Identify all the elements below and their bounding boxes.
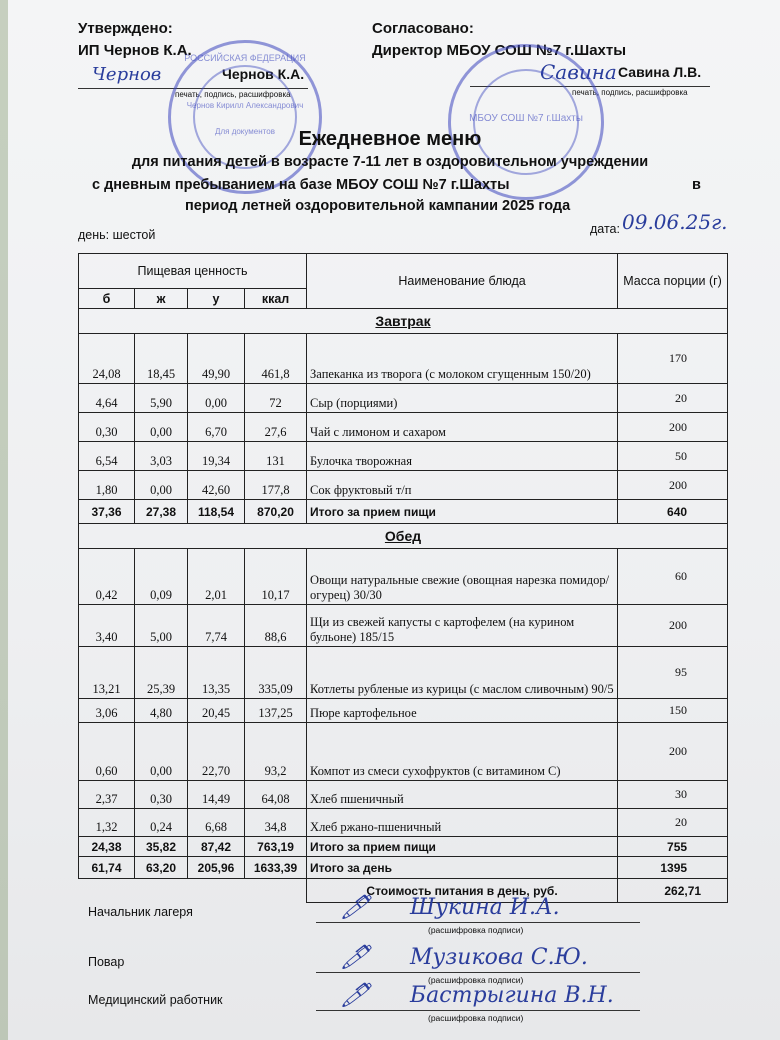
table-row: [79, 605, 728, 647]
cost-row: [79, 879, 728, 903]
handwritten-signature: 🖊︎: [340, 981, 371, 1009]
title-line-1: для питания детей в возрасте 7-11 лет в оздоровительном учреждении: [131, 154, 649, 170]
approved-caption: печать, подпись, расшифровка: [175, 90, 291, 99]
cell-protein: 24,08: [79, 334, 135, 384]
cell-protein: 6,54: [79, 442, 135, 471]
cell-mass: 50: [618, 442, 728, 471]
cell-kcal: 88,6: [245, 605, 307, 647]
role-label: Повар: [88, 955, 125, 969]
right-round-stamp: МБОУ СОШ №7 г.Шахты: [448, 44, 604, 200]
cell-mass: 20: [618, 809, 728, 837]
title-line-3: период летней оздоровительной кампании 2025 года: [185, 198, 571, 214]
cell-fat: 18,45: [135, 334, 188, 384]
col-fat: ж: [135, 289, 188, 309]
table-row: [79, 647, 728, 699]
cell-dish-name: Компот из смеси сухофруктов (с витамином С): [307, 723, 618, 781]
cell-fat: 63,20: [135, 857, 188, 879]
cell-carbs: 2,01: [188, 549, 245, 605]
section-breakfast: Завтрак: [79, 309, 728, 334]
agreed-handwritten-signature: Савина: [540, 60, 617, 84]
col-protein: б: [79, 289, 135, 309]
cell-carbs: 87,42: [188, 837, 245, 857]
cell-fat: 5,90: [135, 384, 188, 413]
cell-protein: 24,38: [79, 837, 135, 857]
cell-dish-name: Сок фруктовый т/п: [307, 471, 618, 500]
dish-header: Наименование блюда: [307, 254, 618, 309]
nutrition-header: Пищевая ценность: [79, 254, 307, 289]
cell-dish-name: Запеканка из творога (с молоком сгущенным 150/20): [307, 334, 618, 384]
cell-mass: 200: [618, 413, 728, 442]
cell-dish-name: Пюре картофельное: [307, 699, 618, 723]
table-row: [79, 781, 728, 809]
cell-carbs: 6,68: [188, 809, 245, 837]
table-row: [79, 857, 728, 879]
total-row: [79, 500, 728, 524]
cell-mass: 95: [618, 647, 728, 699]
cell-carbs: 19,34: [188, 442, 245, 471]
cell-fat: 0,09: [135, 549, 188, 605]
cell-carbs: 14,49: [188, 781, 245, 809]
cell-fat: 0,00: [135, 723, 188, 781]
cell-fat: 0,30: [135, 781, 188, 809]
table-row: [79, 549, 728, 605]
cell-carbs: 13,35: [188, 647, 245, 699]
date-value: 09.06.25г.: [622, 210, 728, 234]
agreed-by: Директор МБОУ СОШ №7 г.Шахты: [372, 42, 627, 59]
approved-by: ИП Чернов К.А.: [78, 42, 192, 59]
signature-line: [316, 972, 640, 973]
cell-kcal: 1633,39: [245, 857, 307, 879]
table-row: [79, 723, 728, 781]
cell-protein: 13,21: [79, 647, 135, 699]
cell-mass: 200: [618, 471, 728, 500]
role-label: Начальник лагеря: [88, 905, 193, 919]
table-row: [79, 809, 728, 837]
title-line-2-tail: в: [692, 177, 701, 193]
section-lunch: Обед: [79, 524, 728, 549]
cell-carbs: 6,70: [188, 413, 245, 442]
cell-fat: 0,00: [135, 471, 188, 500]
cell-carbs: 118,54: [188, 500, 245, 524]
cell-kcal: 72: [245, 384, 307, 413]
signature-decoding: Музикова С.Ю.: [410, 945, 588, 970]
cell-protein: 2,37: [79, 781, 135, 809]
signature-caption: (расшифровка подписи): [428, 975, 524, 985]
cell-kcal: 64,08: [245, 781, 307, 809]
cell-dish-name: Сыр (порциями): [307, 384, 618, 413]
cell-mass: 640: [618, 500, 728, 524]
signature-caption: (расшифровка подписи): [428, 1013, 524, 1023]
table-row: [79, 334, 728, 384]
handwritten-signature: 🖊︎: [340, 943, 371, 971]
signature-decoding: Шукина И.А.: [410, 895, 560, 920]
signature-caption: (расшифровка подписи): [428, 925, 524, 935]
cost-value: 262,71: [618, 879, 728, 903]
cell-mass: 30: [618, 781, 728, 809]
cell-carbs: 20,45: [188, 699, 245, 723]
cell-fat: 35,82: [135, 837, 188, 857]
cell-kcal: 10,17: [245, 549, 307, 605]
cell-mass: 200: [618, 723, 728, 781]
day-label: день: шестой: [78, 228, 156, 242]
cell-mass: 170: [618, 334, 728, 384]
cell-mass: 60: [618, 549, 728, 605]
cell-carbs: 49,90: [188, 334, 245, 384]
cell-kcal: 335,09: [245, 647, 307, 699]
cell-kcal: 870,20: [245, 500, 307, 524]
menu-table: [78, 253, 728, 903]
cell-protein: 0,30: [79, 413, 135, 442]
cell-protein: 37,36: [79, 500, 135, 524]
cell-kcal: 34,8: [245, 809, 307, 837]
total-row: [79, 837, 728, 857]
cell-protein: 3,40: [79, 605, 135, 647]
cell-carbs: 42,60: [188, 471, 245, 500]
cell-protein: 4,64: [79, 384, 135, 413]
cell-dish-name: Щи из свежей капусты с картофелем (на курином бульоне) 185/15: [307, 605, 618, 647]
cell-mass: 755: [618, 837, 728, 857]
table-row: [79, 442, 728, 471]
page-title: Ежедневное меню: [298, 128, 482, 150]
approved-signer-name: Чернов К.А.: [222, 66, 305, 82]
cell-kcal: 177,8: [245, 471, 307, 500]
title-line-2: с дневным пребыванием на базе МБОУ СОШ №7 г.Шахты: [92, 177, 510, 193]
table-row: [79, 413, 728, 442]
cell-fat: 0,24: [135, 809, 188, 837]
cell-fat: 5,00: [135, 605, 188, 647]
cell-fat: 0,00: [135, 413, 188, 442]
cell-kcal: 137,25: [245, 699, 307, 723]
cell-carbs: 0,00: [188, 384, 245, 413]
signature-line: [316, 922, 640, 923]
approved-handwritten-signature: Чернов: [92, 64, 162, 85]
cell-dish-name: Чай с лимоном и сахаром: [307, 413, 618, 442]
cell-fat: 25,39: [135, 647, 188, 699]
signature-line: [316, 1010, 640, 1011]
table-row: [79, 699, 728, 723]
cell-mass: 1395: [618, 857, 728, 879]
mass-header: Масса порции (г): [618, 254, 728, 309]
signature-decoding: Бастрыгина В.Н.: [410, 983, 614, 1008]
cell-mass: 150: [618, 699, 728, 723]
role-label: Медицинский работник: [88, 993, 223, 1007]
cell-dish-name: Хлеб ржано-пшеничный: [307, 809, 618, 837]
cell-protein: 3,06: [79, 699, 135, 723]
cell-mass: 20: [618, 384, 728, 413]
cell-dish-name: Итого за прием пищи: [307, 837, 618, 857]
cell-carbs: 205,96: [188, 857, 245, 879]
col-carbs: у: [188, 289, 245, 309]
cell-carbs: 7,74: [188, 605, 245, 647]
cell-dish-name: Котлеты рубленые из курицы (с маслом сливочным) 90/5: [307, 647, 618, 699]
left-round-stamp: РОССИЙСКАЯ ФЕДЕРАЦИЯ Чернов Кирилл Александрович Для документов: [168, 40, 322, 194]
agreed-label: Согласовано:: [372, 20, 474, 37]
cell-fat: 27,38: [135, 500, 188, 524]
cell-mass: 200: [618, 605, 728, 647]
cell-protein: 1,80: [79, 471, 135, 500]
col-kcal: ккал: [245, 289, 307, 309]
agreed-signer-name: Савина Л.В.: [618, 64, 702, 80]
cell-fat: 4,80: [135, 699, 188, 723]
agreed-caption: печать, подпись, расшифровка: [572, 88, 688, 97]
cell-protein: 1,32: [79, 809, 135, 837]
cell-dish-name: Овощи натуральные свежие (овощная нарезка помидор/огурец) 30/30: [307, 549, 618, 605]
cell-kcal: 131: [245, 442, 307, 471]
table-row: [79, 471, 728, 500]
table-row: [79, 384, 728, 413]
cell-kcal: 763,19: [245, 837, 307, 857]
date-label: дата:: [590, 222, 620, 236]
cell-dish-name: Итого за прием пищи: [307, 500, 618, 524]
cell-dish-name: Итого за день: [307, 857, 618, 879]
cell-protein: 0,60: [79, 723, 135, 781]
cell-fat: 3,03: [135, 442, 188, 471]
cell-kcal: 461,8: [245, 334, 307, 384]
cell-protein: 0,42: [79, 549, 135, 605]
cell-protein: 61,74: [79, 857, 135, 879]
cell-dish-name: Булочка творожная: [307, 442, 618, 471]
handwritten-signature: 🖊︎: [340, 893, 371, 921]
cell-kcal: 93,2: [245, 723, 307, 781]
cost-label: Стоимость питания в день, руб.: [307, 879, 618, 903]
cell-kcal: 27,6: [245, 413, 307, 442]
cell-carbs: 22,70: [188, 723, 245, 781]
approved-label: Утверждено:: [78, 20, 173, 37]
cell-dish-name: Хлеб пшеничный: [307, 781, 618, 809]
